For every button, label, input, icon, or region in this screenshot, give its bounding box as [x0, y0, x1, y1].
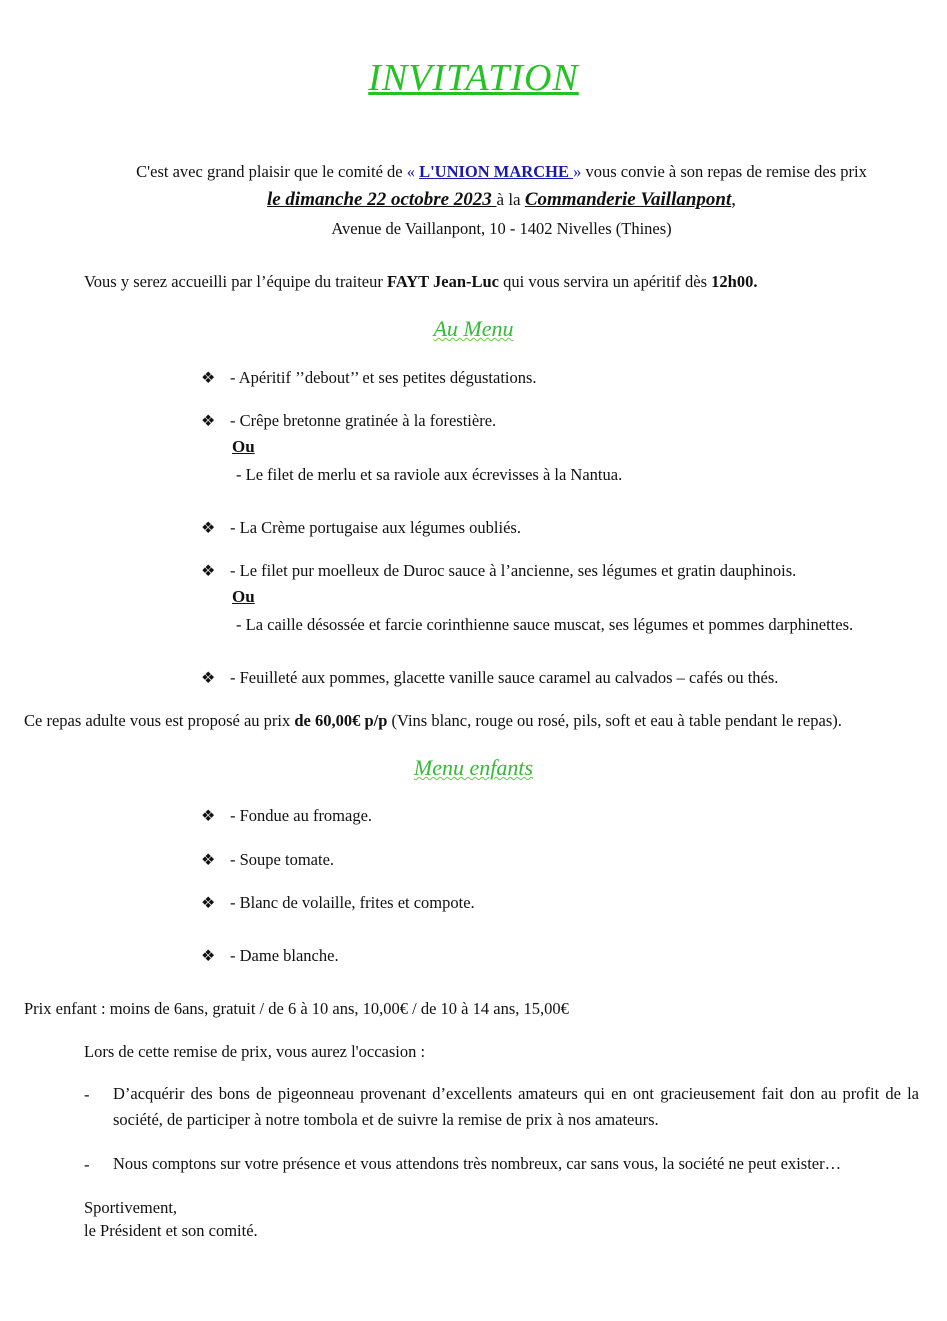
intro-line — [0, 162, 947, 182]
quote-close: » — [573, 162, 582, 181]
occasion-intro: Lors de cette remise de prix, vous aurez l'occasion : — [84, 1042, 426, 1061]
or-label: Ou — [232, 437, 255, 456]
kids-price-line: Prix enfant : moins de 6ans, gratuit / de 6 à 10 ans, 10,00€ / de 10 à 14 ans, 15,00€ — [24, 999, 569, 1018]
event-date: le dimanche 22 octobre 2023 — [266, 189, 497, 210]
event-address: Avenue de Vaillanpont, 10 - 1402 Nivelles (Thines) — [331, 219, 672, 238]
menu-heading: Au Menu — [433, 316, 514, 341]
or-label: Ou — [232, 587, 255, 606]
menu-item-alternative: - Le filet de merlu et sa raviole aux écrevisses à la Nantua. — [236, 465, 623, 484]
kids-menu-item: - Soupe tomate. — [230, 850, 335, 869]
quote-open: « — [406, 162, 420, 181]
bullet-icon: ❖ — [201, 852, 216, 869]
adult-price-text: Ce repas adulte vous est proposé au prix — [24, 711, 295, 730]
dash-marker: - — [84, 1155, 90, 1174]
bullet-icon: ❖ — [201, 948, 216, 965]
event-comma: , — [731, 189, 737, 210]
menu-item-alternative: - La caille désossée et farcie corinthienne sauce muscat, ses légumes et pommes darphinettes. — [236, 615, 854, 634]
kids-menu-heading: Menu enfants — [413, 755, 534, 780]
adult-price-details: (Vins blanc, rouge ou rosé, pils, soft et eau à table pendant le repas). — [387, 711, 842, 730]
bullet-icon: ❖ — [201, 670, 216, 687]
bullet-icon: ❖ — [201, 563, 216, 580]
bullet-icon: ❖ — [201, 520, 216, 537]
caterer-name: FAYT Jean-Luc — [387, 272, 500, 291]
kids-menu-item: - Fondue au fromage. — [230, 806, 373, 825]
menu-item: - Crêpe bretonne gratinée à la forestière. — [230, 411, 497, 430]
aperitif-time: 12h00. — [711, 272, 758, 291]
occasion-point: D’acquérir des bons de pigeonneau provenant d’excellents amateurs qui en ont gracieusement fait don au profit de la société, de participer à notre tombola et de suivre la remise de prix à nos amateurs. — [113, 1084, 919, 1129]
event-venue: Commanderie Vaillanpont — [524, 189, 732, 210]
event-date-line — [0, 189, 947, 211]
dash-marker: - — [84, 1085, 90, 1104]
bullet-icon: ❖ — [201, 413, 216, 430]
club-name-link[interactable]: L'UNION MARCHE — [419, 162, 574, 181]
intro-text: C'est avec grand plaisir que le comité de — [136, 162, 407, 181]
adult-price: de 60,00€ p/p — [294, 711, 388, 730]
bullet-icon: ❖ — [201, 895, 216, 912]
invitation-title: INVITATION — [368, 57, 579, 99]
welcome-text: Vous y serez accueilli par l’équipe du traiteur — [84, 272, 387, 291]
bullet-icon: ❖ — [201, 808, 216, 825]
signature-closing: Sportivement, — [84, 1198, 178, 1217]
kids-menu-item: - Dame blanche. — [230, 946, 339, 965]
menu-item: - Le filet pur moelleux de Duroc sauce à l’ancienne, ses légumes et gratin dauphinois. — [230, 561, 797, 580]
kids-menu-item: - Blanc de volaille, frites et compote. — [230, 893, 475, 912]
bullet-icon: ❖ — [201, 370, 216, 387]
intro-text-end: vous convie à son repas de remise des prix — [581, 162, 867, 181]
menu-item: - La Crème portugaise aux légumes oubliés. — [230, 518, 521, 537]
welcome-line — [84, 272, 757, 292]
menu-item: - Apéritif ’’debout’’ et ses petites dégustations. — [230, 368, 537, 387]
adult-price-line — [24, 711, 842, 731]
welcome-text-mid: qui vous servira un apéritif dès — [499, 272, 712, 291]
signature-signer: le Président et son comité. — [84, 1221, 258, 1240]
event-connector: à la — [496, 190, 525, 209]
menu-item: - Feuilleté aux pommes, glacette vanille sauce caramel au calvados – cafés ou thés. — [230, 668, 779, 687]
occasion-point: Nous comptons sur votre présence et vous attendons très nombreux, car sans vous, la société ne peut exister… — [113, 1154, 842, 1173]
